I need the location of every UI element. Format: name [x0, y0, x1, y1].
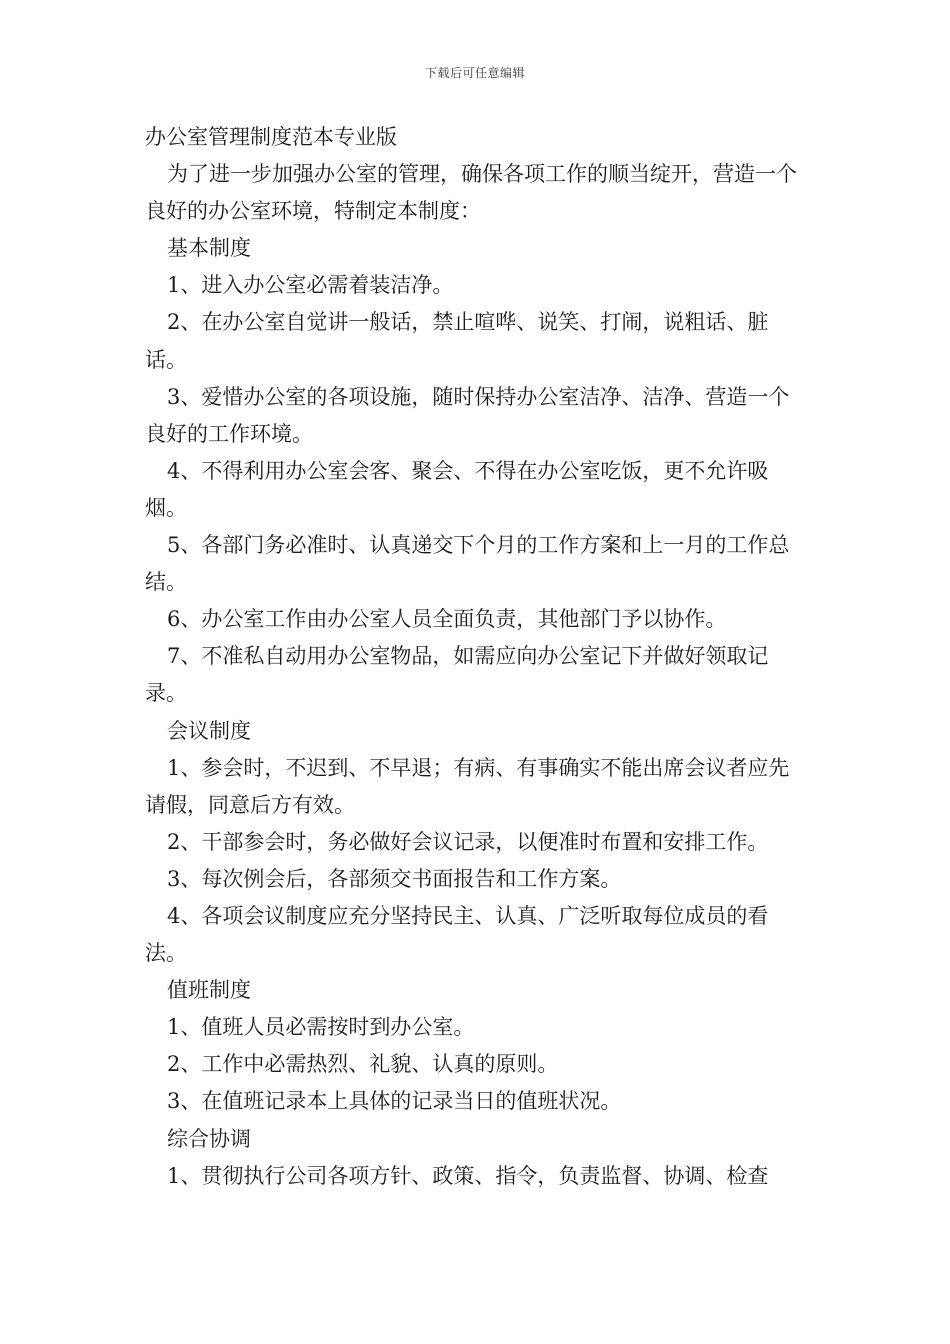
- section-heading-basic: 基本制度: [167, 236, 251, 261]
- section-heading-meeting: 会议制度: [167, 718, 251, 743]
- list-item: 6、办公室工作由办公室人员全面负责，其他部门予以协作。: [167, 607, 727, 632]
- list-item: 1、贯彻执行公司各项方针、政策、指令，负责监督、协调、检查: [167, 1163, 769, 1188]
- list-item: 2、在办公室自觉讲一般话，禁止喧哗、说笑、打闹，说粗话、脏话。: [145, 310, 769, 372]
- list-item: 2、干部参会时，务必做好会议记录，以便准时布置和安排工作。: [167, 829, 769, 854]
- list-item: 1、参会时，不迟到、不早退；有病、有事确实不能出席会议者应先请假，同意后方有效。: [145, 755, 790, 817]
- list-item: 4、不得利用办公室会客、聚会、不得在办公室吃饭，更不允许吸烟。: [145, 458, 769, 520]
- list-item: 3、在值班记录本上具体的记录当日的值班状况。: [167, 1089, 622, 1114]
- list-item: 1、值班人员必需按时到办公室。: [167, 1015, 475, 1040]
- list-item: 1、进入办公室必需着装洁净。: [167, 273, 454, 298]
- section-heading-coordination: 综合协调: [167, 1126, 251, 1151]
- document-body: [145, 119, 810, 1195]
- list-item: 7、不准私自动用办公室物品，如需应向办公室记下并做好领取记录。: [145, 644, 769, 706]
- list-item: 2、工作中必需热烈、礼貌、认真的原则。: [167, 1052, 559, 1077]
- intro-paragraph: 为了进一步加强办公室的管理，确保各项工作的顺当绽开，营造一个良好的办公室环境，特制定本制度：: [145, 162, 797, 224]
- page-header-note: 下载后可任意编辑: [424, 66, 525, 80]
- document-title: 办公室管理制度范本专业版: [145, 125, 397, 149]
- list-item: 4、各项会议制度应充分坚持民主、认真、广泛听取每位成员的看法。: [145, 903, 769, 966]
- list-item: 3、每次例会后，各部须交书面报告和工作方案。: [167, 866, 622, 891]
- list-item: 3、爱惜办公室的各项设施，随时保持办公室洁净、洁净、营造一个良好的工作环境。: [145, 384, 790, 446]
- section-heading-duty: 值班制度: [167, 978, 251, 1003]
- list-item: 5、各部门务必准时、认真递交下个月的工作方案和上一月的工作总结。: [145, 533, 790, 595]
